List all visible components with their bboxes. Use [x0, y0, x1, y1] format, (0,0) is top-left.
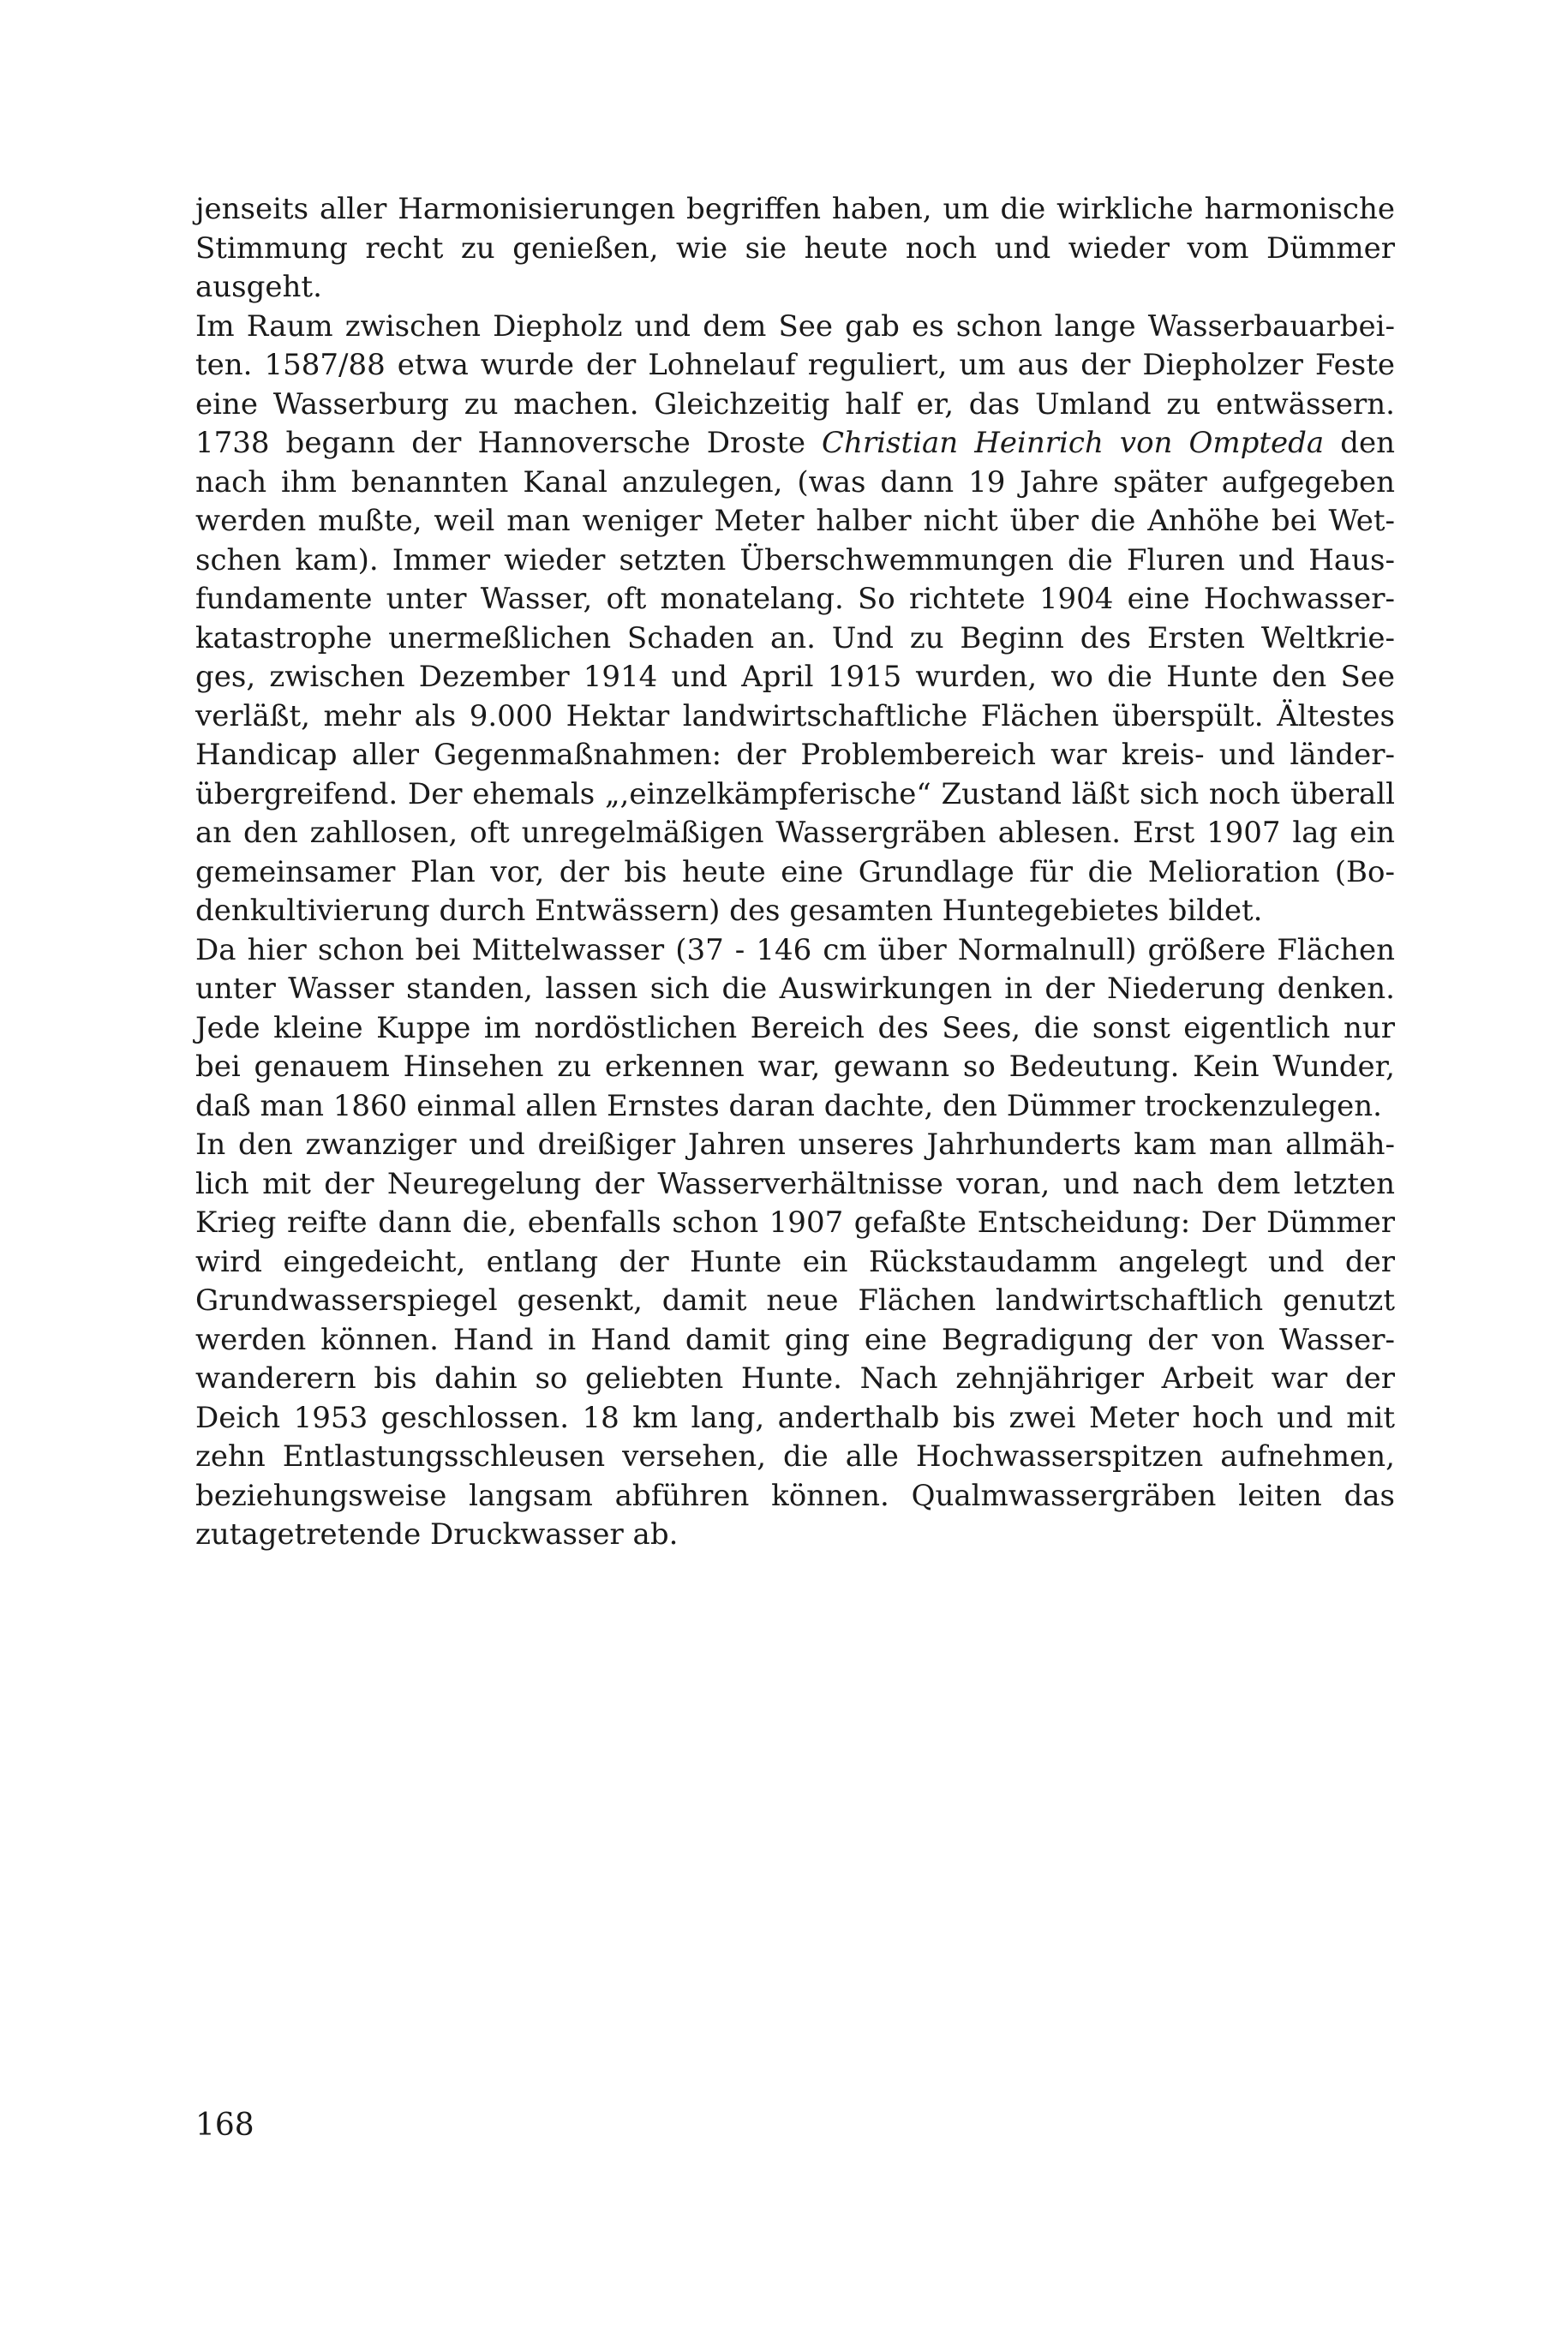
text-line: Jede kleine Kuppe im nordöstlichen Bereich des Sees, die sonst eigentlich nur [195, 1010, 1395, 1045]
text-line: verläßt, mehr als 9.000 Hektar landwirtschaftliche Flächen überspült. Ältestes [195, 698, 1395, 733]
text-line: beziehungsweise langsam abführen können. Qualmwassergräben leiten das [195, 1478, 1395, 1513]
text-line: gemeinsamer Plan vor, der bis heute eine Grundlage für die Melioration (Bo- [195, 854, 1395, 889]
text-line: jenseits aller Harmonisierungen begriffen haben, um die wirkliche harmonische [195, 192, 1395, 226]
text-line: werden können. Hand in Hand damit ging eine Begradigung der von Wasser- [195, 1322, 1395, 1357]
text-line: lich mit der Neuregelung der Wasserverhältnisse voran, und nach dem letzten [195, 1166, 1395, 1201]
text-line: zehn Entlastungsschleusen versehen, die alle Hochwasserspitzen aufnehmen, [195, 1439, 1395, 1474]
text-segment: 1738 begann der Hannoversche Droste [195, 426, 805, 460]
paragraph-1 [195, 190, 1395, 308]
text-line: eine Wasserburg zu machen. Gleichzeitig half er, das Umland zu entwässern. [195, 386, 1395, 422]
body-text [195, 190, 1395, 1555]
text-line: Handicap aller Gegenmaßnahmen: der Problembereich war kreis- und länder- [195, 738, 1395, 772]
text-line: übergreifend. Der ehemals „,einzelkämpferische“ Zustand läßt sich noch überall [195, 776, 1395, 811]
text-line: unter Wasser standen, lassen sich die Auswirkungen in der Niederung denken. [195, 972, 1395, 1006]
text-line: Krieg reifte dann die, ebenfalls schon 1907 gefaßte Entscheidung: Der Dümmer [195, 1205, 1395, 1240]
text-line: wanderern bis dahin so geliebten Hunte. Nach zehnjähriger Arbeit war der [195, 1361, 1395, 1396]
text-line: Deich 1953 geschlossen. 18 km lang, anderthalb bis zwei Meter hoch und mit [195, 1400, 1395, 1435]
page-number: 168 [195, 2108, 254, 2143]
text-line: Stimmung recht zu genießen, wie sie heute noch und wieder vom Dümmer [195, 230, 1395, 266]
text-line: ten. 1587/88 etwa wurde der Lohnelauf reguliert, um aus der Diepholzer Feste [195, 348, 1395, 382]
text-line: an den zahllosen, oft unregelmäßigen Wassergräben ablesen. Erst 1907 lag ein [195, 816, 1395, 850]
paragraph-3 [195, 931, 1395, 1127]
text-line: denkultivierung durch Entwässern) des gesamten Huntegebietes bildet. [195, 894, 1263, 928]
italic-person-name: Christian Heinrich von Ompteda [822, 426, 1325, 460]
text-line: Im Raum zwischen Diepholz und dem See gab es schon lange Wasserbauarbei- [195, 308, 1395, 344]
text-line: fundamente unter Wasser, oft monatelang. So richtete 1904 eine Hochwasser- [195, 582, 1395, 616]
text-line: katastrophe unermeßlichen Schaden an. Und zu Beginn des Ersten Weltkrie- [195, 620, 1395, 655]
text-line: In den zwanziger und dreißiger Jahren unseres Jahrhunderts kam man allmäh- [195, 1128, 1395, 1162]
text-line: Da hier schon bei Mittelwasser (37 - 146 cm über Normalnull) größere Flächen [195, 932, 1395, 967]
text-segment: den [1340, 426, 1395, 460]
text-line: daß man 1860 einmal allen Ernstes daran dachte, den Dümmer trockenzulegen. [195, 1088, 1382, 1123]
paragraph-2 [195, 308, 1395, 931]
text-line: Grundwasserspiegel gesenkt, damit neue Flächen landwirtschaftlich genutzt [195, 1283, 1395, 1318]
text-line-with-name [195, 424, 1395, 464]
paragraph-4 [195, 1126, 1395, 1555]
text-line: bei genauem Hinsehen zu erkennen war, gewann so Bedeutung. Kein Wunder, [195, 1050, 1395, 1084]
text-line: ausgeht. [195, 270, 322, 304]
text-line: werden mußte, weil man weniger Meter halber nicht über die Anhöhe bei Wet- [195, 504, 1395, 538]
text-line: nach ihm benannten Kanal anzulegen, (was dann 19 Jahre später aufgegeben [195, 464, 1395, 499]
text-line: wird eingedeicht, entlang der Hunte ein Rückstaudamm angelegt und der [195, 1244, 1395, 1279]
text-line: ges, zwischen Dezember 1914 und April 1915 wurden, wo die Hunte den See [195, 660, 1395, 694]
text-line: zutagetretende Druckwasser ab. [195, 1517, 679, 1552]
text-line: schen kam). Immer wieder setzten Überschwemmungen die Fluren und Haus- [195, 542, 1395, 577]
